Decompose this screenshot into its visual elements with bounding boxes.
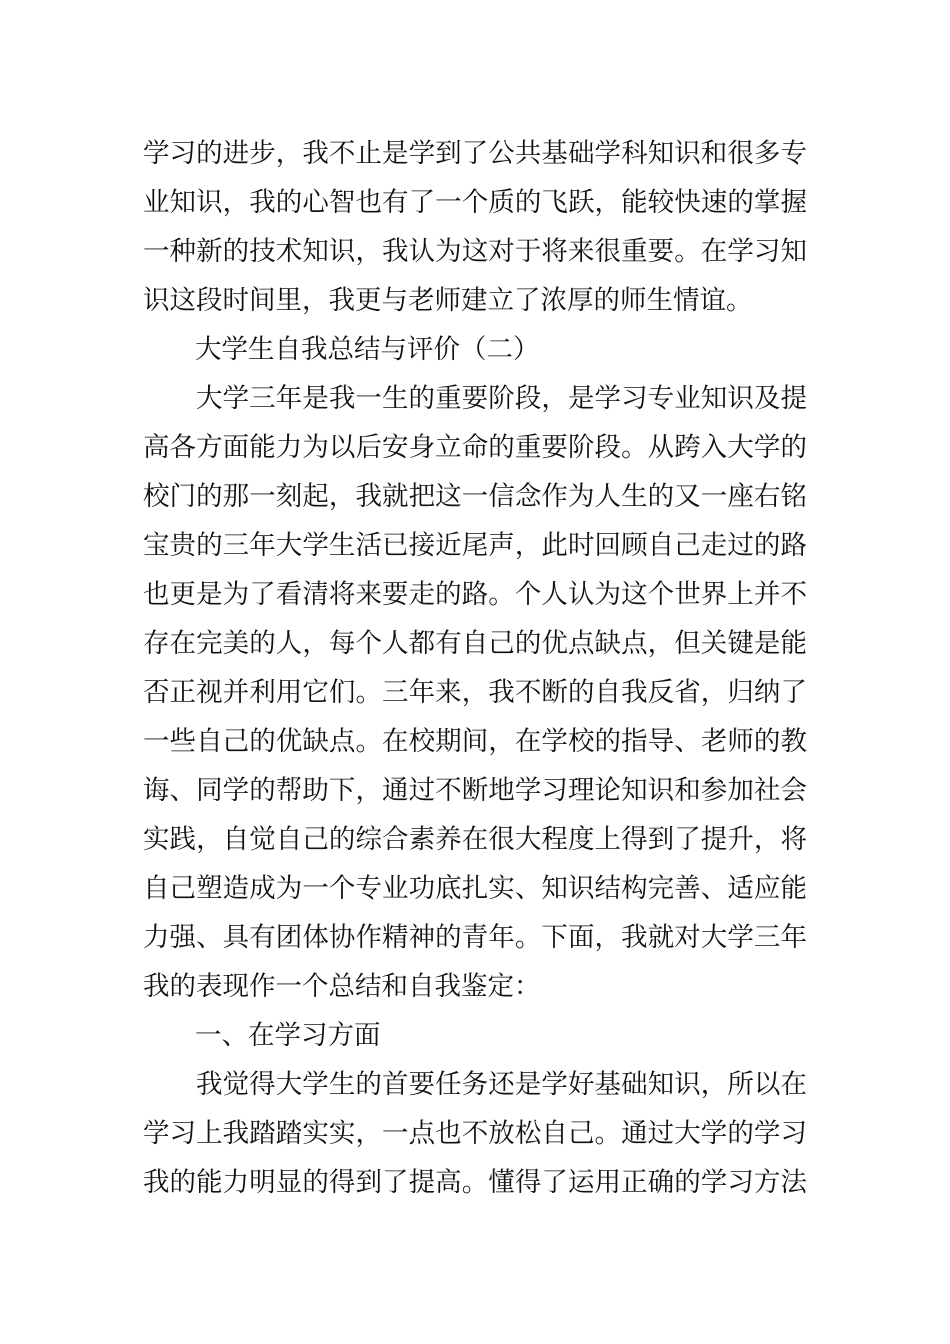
text-line: 学习上我踏踏实实，一点也不放松自己。通过大学的学习 (143, 1118, 807, 1149)
section-title: 大学生自我总结与评价（二） (195, 334, 540, 365)
text-line: 自己塑造成为一个专业功底扎实、知识结构完善、适应能 (143, 873, 807, 904)
text-line: 学习的进步，我不止是学到了公共基础学科知识和很多专 (143, 138, 807, 169)
text-line: 诲、同学的帮助下，通过不断地学习理论知识和参加社会 (143, 775, 807, 806)
text-line: 业知识，我的心智也有了一个质的飞跃，能较快速的掌握 (143, 187, 807, 218)
subsection-title: 一、在学习方面 (195, 1020, 381, 1051)
text-line: 我的表现作一个总结和自我鉴定： (143, 971, 541, 1002)
text-line: 我的能力明显的得到了提高。懂得了运用正确的学习方法 (143, 1167, 807, 1198)
paragraph-first-line: 我觉得大学生的首要任务还是学好基础知识，所以在 (196, 1069, 807, 1100)
text-line: 否正视并利用它们。三年来，我不断的自我反省，归纳了 (143, 677, 807, 708)
text-line: 识这段时间里，我更与老师建立了浓厚的师生情谊。 (143, 285, 753, 316)
text-line: 一些自己的优缺点。在校期间，在学校的指导、老师的教 (143, 726, 807, 757)
text-line: 一种新的技术知识，我认为这对于将来很重要。在学习知 (143, 236, 807, 267)
text-line: 宝贵的三年大学生活已接近尾声，此时回顾自己走过的路 (143, 530, 807, 561)
text-line: 力强、具有团体协作精神的青年。下面，我就对大学三年 (143, 922, 807, 953)
paragraph-first-line: 大学三年是我一生的重要阶段，是学习专业知识及提 (196, 383, 807, 414)
text-line: 也更是为了看清将来要走的路。个人认为这个世界上并不 (143, 579, 807, 610)
text-line: 校门的那一刻起，我就把这一信念作为人生的又一座右铭 (143, 481, 807, 512)
text-line: 实践，自觉自己的综合素养在很大程度上得到了提升，将 (143, 824, 807, 855)
text-line: 存在完美的人，每个人都有自己的优点缺点，但关键是能 (143, 628, 807, 659)
text-line: 高各方面能力为以后安身立命的重要阶段。从跨入大学的 (143, 432, 807, 463)
